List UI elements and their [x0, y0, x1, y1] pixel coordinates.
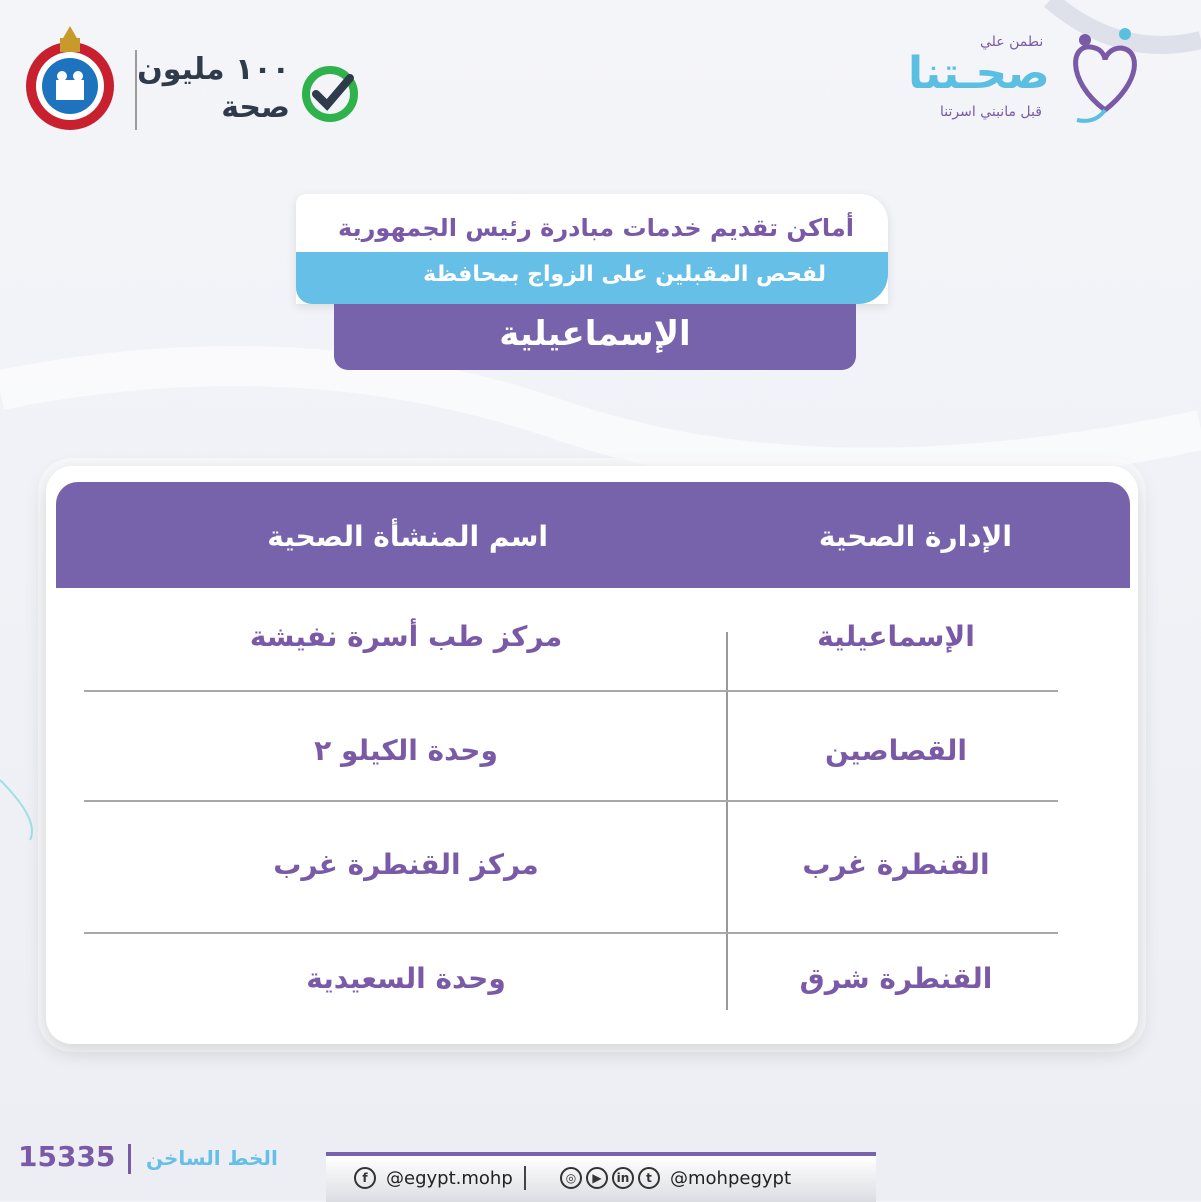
- youtube-icon[interactable]: ▶: [586, 1167, 608, 1189]
- social-bar: [326, 1152, 876, 1202]
- hotline-number: 15335: [18, 1140, 116, 1173]
- ministry-of-health-logo: [18, 22, 122, 134]
- table-cell-admin: القنطرة غرب: [802, 848, 990, 881]
- row-divider: [84, 690, 1058, 692]
- check-icon: [300, 64, 360, 124]
- table-header: [56, 482, 1130, 588]
- campaign-line1: ١٠٠ مليون: [137, 52, 290, 87]
- hotline: [18, 1140, 288, 1180]
- hotline-separator: [128, 1144, 131, 1174]
- header-admin: الإدارة الصحية: [818, 520, 1012, 553]
- brand-main-text: صحـتنا: [908, 48, 1050, 99]
- governorate-title: الإسماعيلية: [499, 314, 691, 354]
- heart-icon: [1065, 20, 1145, 130]
- title-box-blue: [296, 252, 888, 304]
- table-cell-facility: وحدة الكيلو ٢: [314, 734, 498, 767]
- title-line1: أماكن تقديم خدمات مبادرة رئيس الجمهورية: [338, 214, 854, 242]
- campaign-line2: صحة: [221, 90, 290, 125]
- social-separator: [524, 1166, 526, 1190]
- brand-sub-text: قبل مانبني اسرتنا: [940, 104, 1042, 120]
- title-line2: لفحص المقبلين على الزواج بمحافظة: [423, 262, 826, 287]
- brand-logo: [880, 20, 1150, 130]
- hotline-label: الخط الساخن: [146, 1146, 278, 1170]
- social-handle: @mohpegypt: [670, 1167, 792, 1189]
- title-box-purple: [334, 304, 856, 370]
- brand-top-text: نطمن علي: [980, 34, 1044, 50]
- twitter-icon[interactable]: t: [638, 1167, 660, 1189]
- table-cell-facility: مركز القنطرة غرب: [273, 848, 539, 881]
- column-divider: [726, 632, 728, 1010]
- row-divider: [84, 932, 1058, 934]
- header-facility: اسم المنشأة الصحية: [267, 520, 548, 553]
- table-cell-admin: الإسماعيلية: [817, 620, 975, 653]
- instagram-icon[interactable]: ◎: [560, 1167, 582, 1189]
- table-cell-facility: مركز طب أسرة نفيشة: [249, 620, 563, 653]
- table-cell-admin: القنطرة شرق: [799, 962, 993, 995]
- facebook-icon: f: [354, 1167, 376, 1189]
- table-cell-facility: وحدة السعيدية: [306, 962, 506, 995]
- facebook-handle: @egypt.mohp: [386, 1167, 513, 1189]
- row-divider: [84, 800, 1058, 802]
- table-cell-admin: القصاصين: [824, 734, 968, 767]
- facilities-table: [46, 466, 1138, 1044]
- linkedin-icon[interactable]: in: [612, 1167, 634, 1189]
- social-links[interactable]: [560, 1164, 791, 1192]
- facebook-link[interactable]: [354, 1164, 513, 1192]
- 100-million-health-logo: [137, 52, 360, 132]
